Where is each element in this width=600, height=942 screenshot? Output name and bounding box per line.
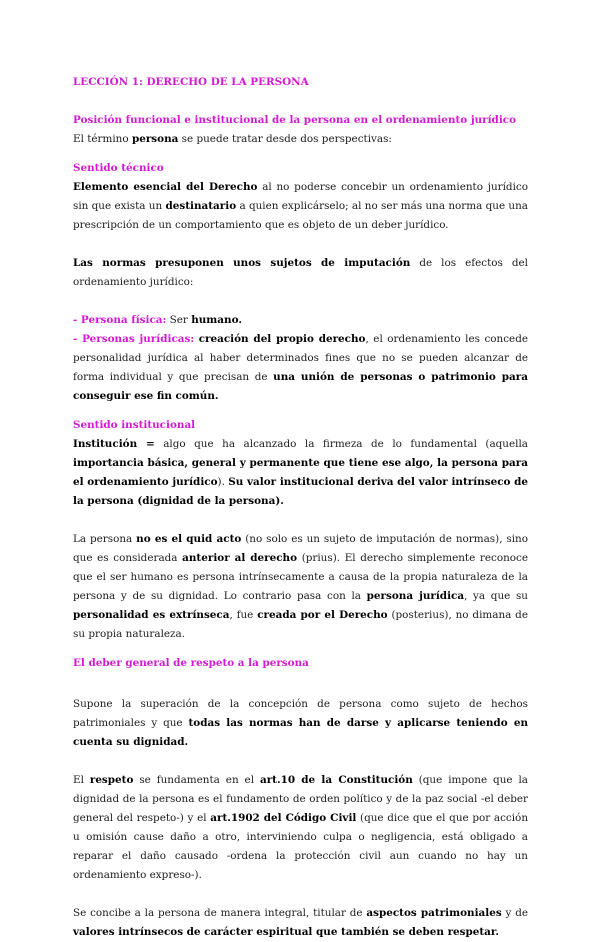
lesson-title: LECCIÓN 1: DERECHO DE LA PERSONA	[73, 76, 309, 88]
paragraph-respeto-fundamento: El respeto se fundamenta en el art.10 de la Constitución (que impone que la dignidad de la persona es el fundamento de orden político y de la paz social -el deber general del respeto-) y el art.1902 del Código Civil (que dice que el que por acción u omisión cause daño a otro, interviniendo culpa o negligencia, está obligado a reparar el daño causado -ordena la protección civil aun cuando no hay un ordenamiento expreso-).	[73, 774, 529, 881]
section-heading-sentido-tecnico: Sentido técnico	[73, 162, 164, 174]
paragraph-institucion: Institución = algo que ha alcanzado la firmeza de lo fundamental (aquella importancia básica, general y permanente que tiene ese algo, la persona para el ordenamiento jurídico). Su valor institucional deriva del valor intrínseco de la persona (dignidad de la persona).	[73, 438, 529, 507]
list-item-personas-juridicas: - Personas jurídicas: creación del propio derecho, el ordenamiento les concede personalidad jurídica al haber determinados fines que no se pueden alcanzar de forma individual y que precisan de una unión de personas o patrimonio para conseguir ese fin común.	[73, 333, 528, 402]
paragraph-superacion: Supone la superación de la concepción de persona como sujeto de hechos patrimoniales y que todas las normas han de darse y aplicarse teniendo en cuenta su dignidad.	[73, 698, 528, 748]
document-body	[73, 73, 528, 942]
paragraph-normas-presuponen: Las normas presuponen unos sujetos de imputación de los efectos del ordenamiento jurídico:	[73, 257, 528, 288]
section-heading-deber-respeto: El deber general de respeto a la persona	[73, 657, 309, 669]
list-item-persona-fisica: - Persona física: Ser humano.	[73, 314, 242, 326]
section-heading-sentido-institucional: Sentido institucional	[73, 419, 196, 431]
paragraph-persona-integral: Se concibe a la persona de manera integral, titular de aspectos patrimoniales y de valores intrínsecos de carácter espiritual que también se deben respetar.	[73, 907, 528, 938]
paragraph-quid-acto: La persona no es el quid acto (no solo es un sujeto de imputación de normas), sino que es considerada anterior al derecho (prius). El derecho simplemente reconoce que el ser humano es persona intrínsecamente a causa de la propia naturaleza de la persona y de su dignidad. Lo contrario pasa con la persona jurídica, ya que su personalidad es extrínseca, fue creada por el Derecho (posterius), no dimana de su propia naturaleza.	[73, 533, 529, 640]
paragraph-elemento-esencial: Elemento esencial del Derecho al no poderse concebir un ordenamiento jurídico sin que exista un destinatario a quien explicárselo; al no ser más una norma que una prescripción de un comportamiento que es objeto de un deber jurídico.	[73, 181, 528, 231]
section-heading-posicion: Posición funcional e institucional de la persona en el ordenamiento jurídico	[73, 114, 517, 126]
paragraph-perspectivas: El término persona se puede tratar desde dos perspectivas:	[73, 133, 392, 145]
